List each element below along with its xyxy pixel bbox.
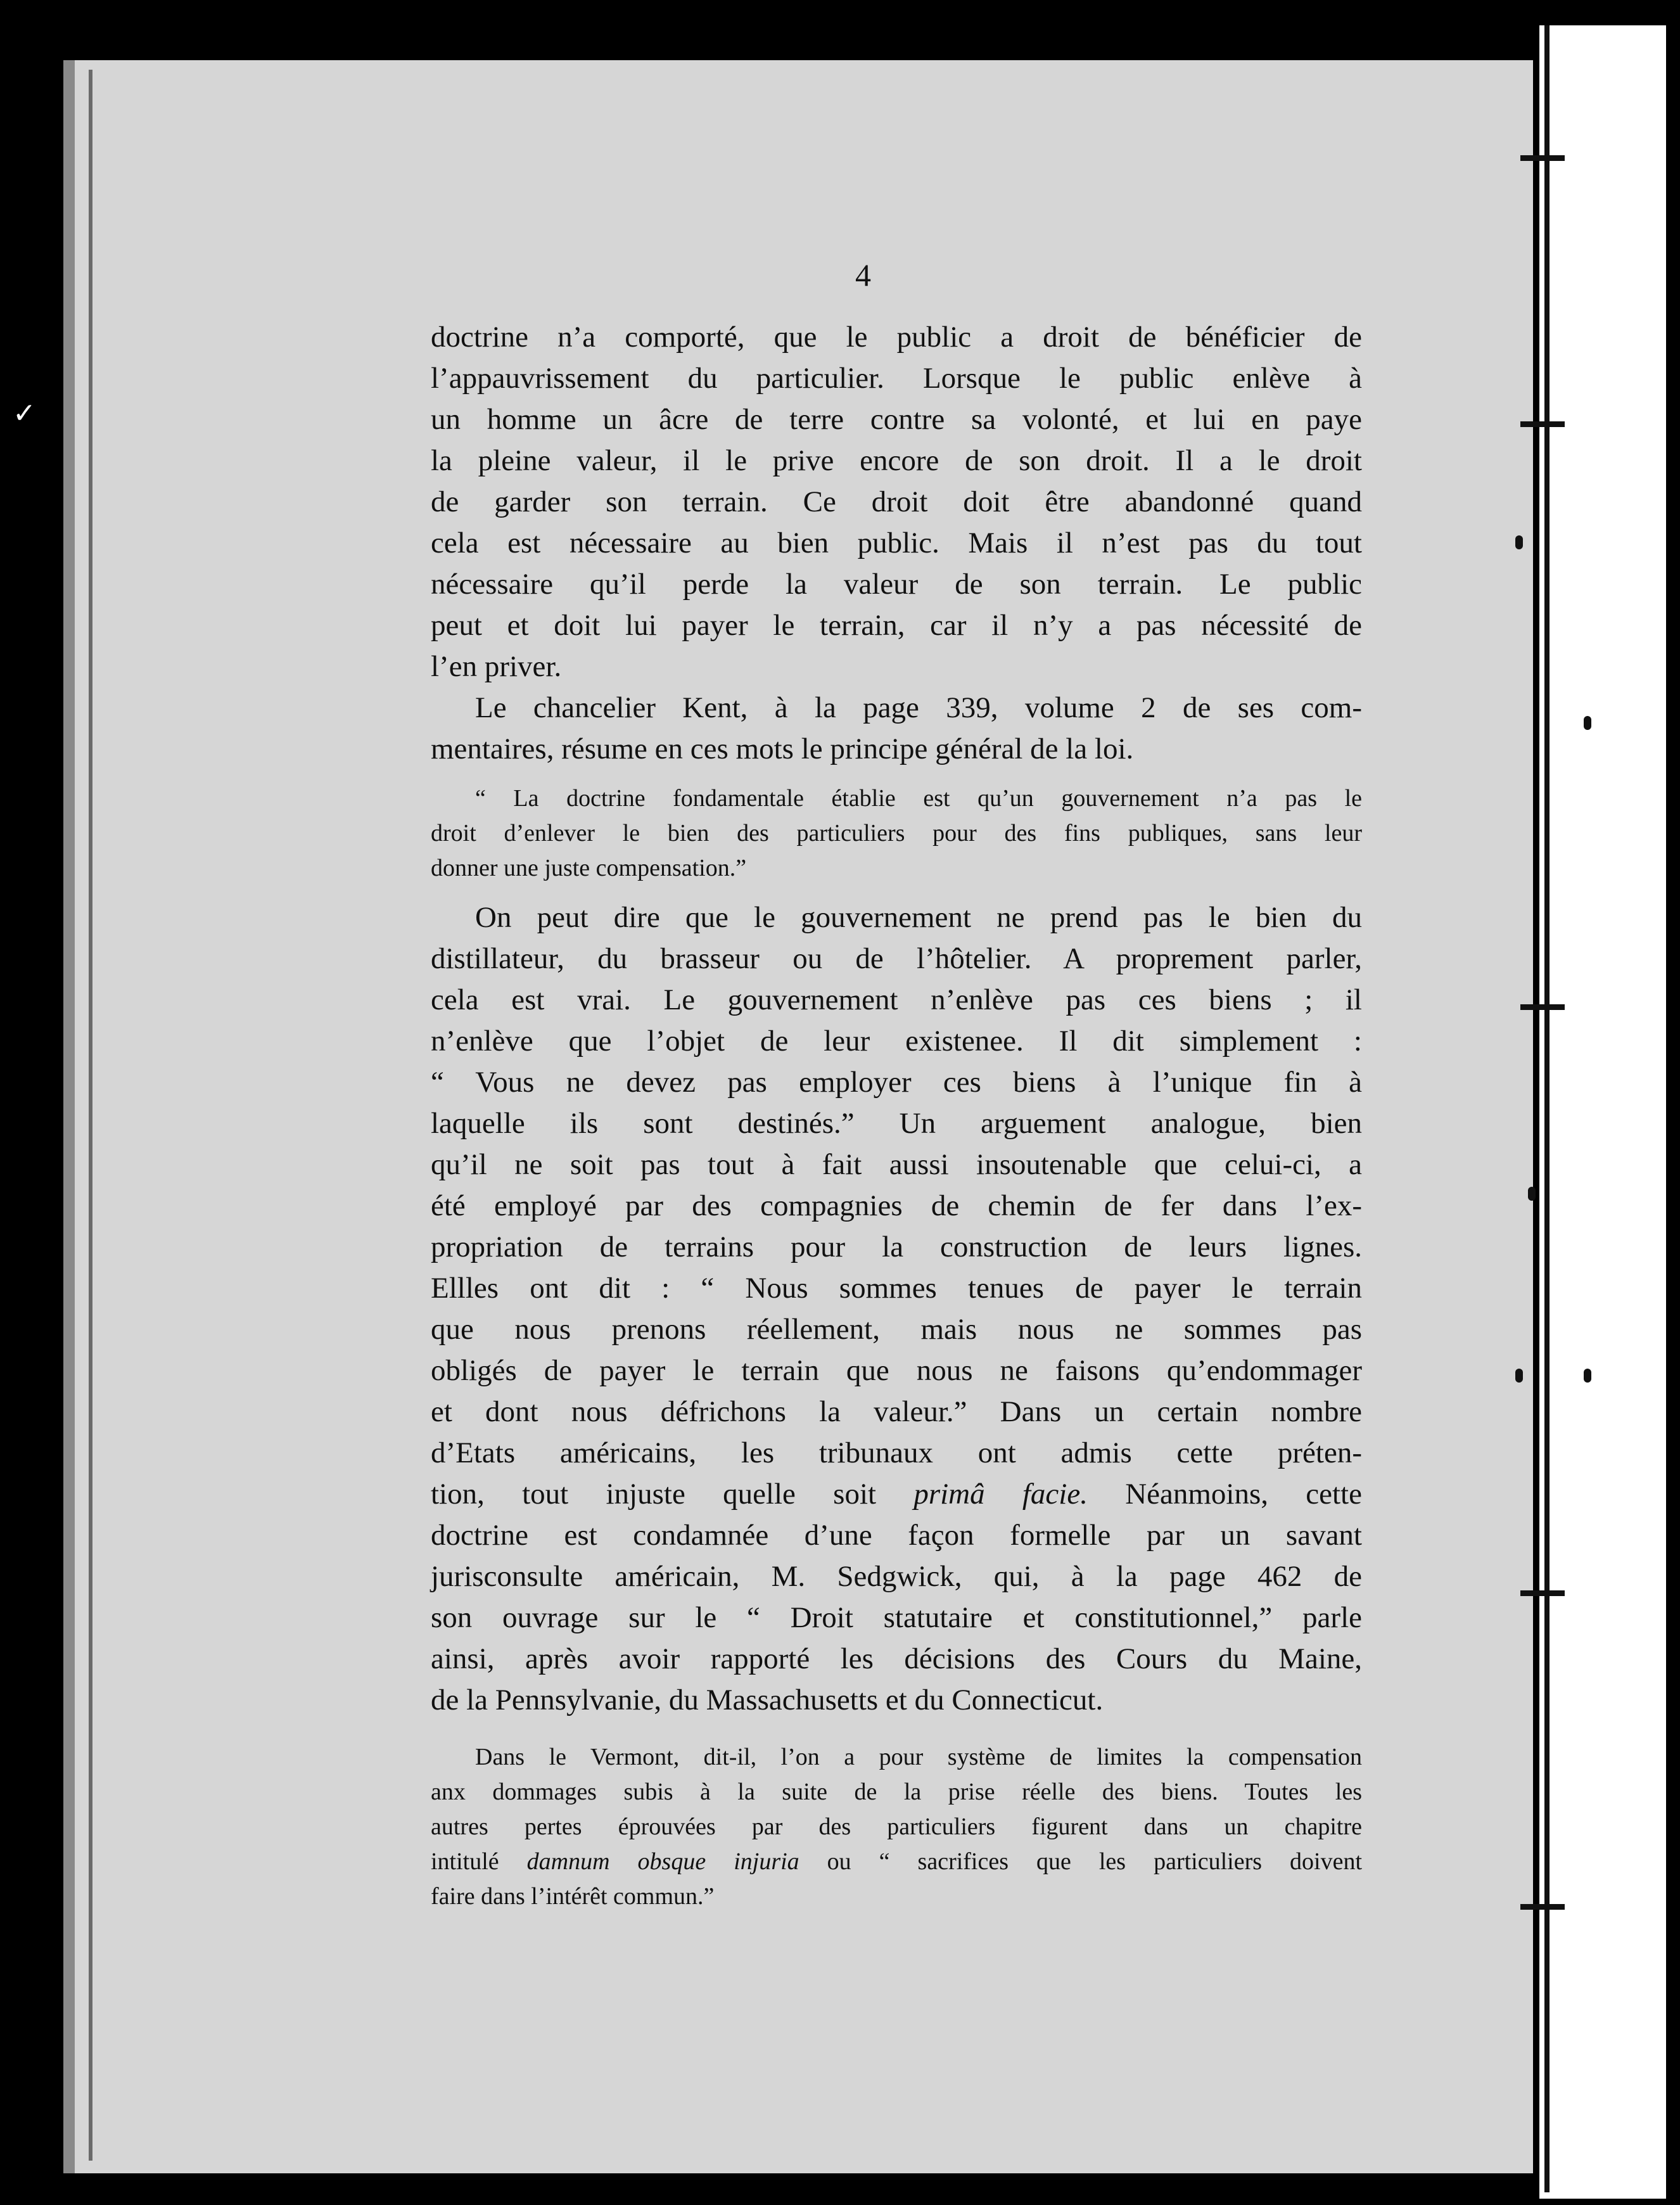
binding-hole-dot	[1515, 535, 1523, 549]
page-text	[431, 253, 1362, 1914]
text-line: obligés de payer le terrain que nous ne faisons qu’endommager	[431, 1354, 1362, 1387]
text-line: doctrine est condamnée d’une façon formelle par un savant	[431, 1519, 1362, 1552]
binding-hole-dot	[1584, 716, 1591, 730]
text-line: la pleine valeur, il le prive encore de son droit. Il a le droit	[431, 444, 1362, 477]
quote-line: droit d’enlever le bien des particuliers pour des fins publiques, sans leur	[431, 820, 1362, 847]
text-line: ainsi, après avoir rapporté les décisions des Cours du Maine,	[431, 1642, 1362, 1675]
text-line: cela est nécessaire au bien public. Mais il n’est pas du tout	[431, 527, 1362, 559]
text-line: Ellles ont dit : “ Nous sommes tenues de payer le terrain	[431, 1272, 1362, 1305]
text-run: Néanmoins, cette	[1087, 1478, 1362, 1511]
quote-line: donner une juste compensation.”	[431, 855, 747, 881]
binding-stitch	[1520, 421, 1565, 427]
text-line: Le chancelier Kent, à la page 339, volume 2 de ses com-	[475, 691, 1362, 724]
paragraph-2	[431, 687, 1362, 770]
binding-stitch	[1520, 1004, 1565, 1010]
text-line: l’appauvrissement du particulier. Lorsque le public enlève à	[431, 362, 1362, 395]
binding-stitch	[1520, 1904, 1565, 1910]
quote-line: Dans le Vermont, dit-il, l’on a pour système de limites la compensation	[475, 1744, 1362, 1770]
quote-line: “ La doctrine fondamentale établie est qu’un gouvernement n’a pas le	[475, 785, 1362, 812]
margin-pencil-mark-icon: ✓	[13, 398, 36, 429]
text-line: jurisconsulte américain, M. Sedgwick, qui, à la page 462 de	[431, 1560, 1362, 1593]
quotation-sedgwick	[431, 1740, 1362, 1914]
binding-stitch	[1520, 1590, 1565, 1596]
binding-stitch	[1520, 155, 1565, 161]
page-number: 4	[855, 257, 871, 293]
text-line: de garder son terrain. Ce droit doit être abandonné quand	[431, 485, 1362, 518]
italic-latin-phrase: damnum obsque injuria	[526, 1848, 799, 1875]
text-line: On peut dire que le gouvernement ne prend pas le bien du	[475, 901, 1362, 934]
text-line: cela est vrai. Le gouvernement n’enlève pas ces biens ; il	[431, 983, 1362, 1016]
page-edge-shadow	[89, 70, 92, 2161]
text-line: d’Etats américains, les tribunaux ont admis cette préten-	[431, 1436, 1362, 1469]
text-line: l’en priver.	[431, 650, 562, 683]
text-line: mentaires, résume en ces mots le principe général de la loi.	[431, 732, 1134, 765]
binding-thread	[1544, 25, 1550, 2192]
text-line: son ouvrage sur le “ Droit statutaire et constitutionnel,” parle	[431, 1601, 1362, 1634]
text-line: de la Pennsylvanie, du Massachusetts et du Connecticut.	[431, 1684, 1104, 1716]
text-line: distillateur, du brasseur ou de l’hôtelier. A proprement parler,	[431, 942, 1362, 975]
quote-line: faire dans l’intérêt commun.”	[431, 1883, 715, 1910]
text-line: n’enlève que l’objet de leur existenee. Il dit simplement :	[431, 1025, 1362, 1058]
adjacent-page-strip	[1539, 25, 1666, 2199]
text-line: peut et doit lui payer le terrain, car il n’y a pas nécessité de	[431, 609, 1362, 642]
italic-latin-phrase: primâ facie.	[913, 1478, 1088, 1511]
paragraph-3	[431, 897, 1362, 1721]
paragraph-1	[431, 317, 1362, 687]
text-line: doctrine n’a comporté, que le public a droit de bénéficier de	[431, 321, 1362, 354]
text-line: que nous prenons réellement, mais nous ne sommes pas	[431, 1313, 1362, 1346]
text-line: qu’il ne soit pas tout à fait aussi insoutenable que celui-ci, a	[431, 1148, 1362, 1181]
text-run: intitulé	[431, 1848, 527, 1875]
text-line: été employé par des compagnies de chemin de fer dans l’ex-	[431, 1189, 1362, 1222]
quotation-kent	[431, 781, 1362, 886]
binding-hole-dot	[1584, 1369, 1591, 1383]
text-run: tion, tout injuste quelle soit	[431, 1478, 914, 1511]
text-line: propriation de terrains pour la construction de leurs lignes.	[431, 1230, 1362, 1263]
text-line: “ Vous ne devez pas employer ces biens à l’unique fin à	[431, 1066, 1362, 1099]
binding-hole-dot	[1528, 1187, 1536, 1201]
text-line	[431, 1474, 1362, 1515]
binding-hole-dot	[1515, 1369, 1523, 1383]
text-line: nécessaire qu’il perde la valeur de son terrain. Le public	[431, 568, 1362, 601]
quote-line: autres pertes éprouvées par des particuliers figurent dans un chapitre	[431, 1813, 1362, 1840]
text-line: un homme un âcre de terre contre sa volonté, et lui en paye	[431, 403, 1362, 436]
quote-line	[431, 1844, 1362, 1879]
text-run: ou “ sacrifices que les particuliers doivent	[799, 1848, 1362, 1875]
quote-line: anx dommages subis à la suite de la prise réelle des biens. Toutes les	[431, 1779, 1362, 1805]
text-line: laquelle ils sont destinés.” Un arguement analogue, bien	[431, 1107, 1362, 1140]
text-line: et dont nous défrichons la valeur.” Dans un certain nombre	[431, 1395, 1362, 1428]
